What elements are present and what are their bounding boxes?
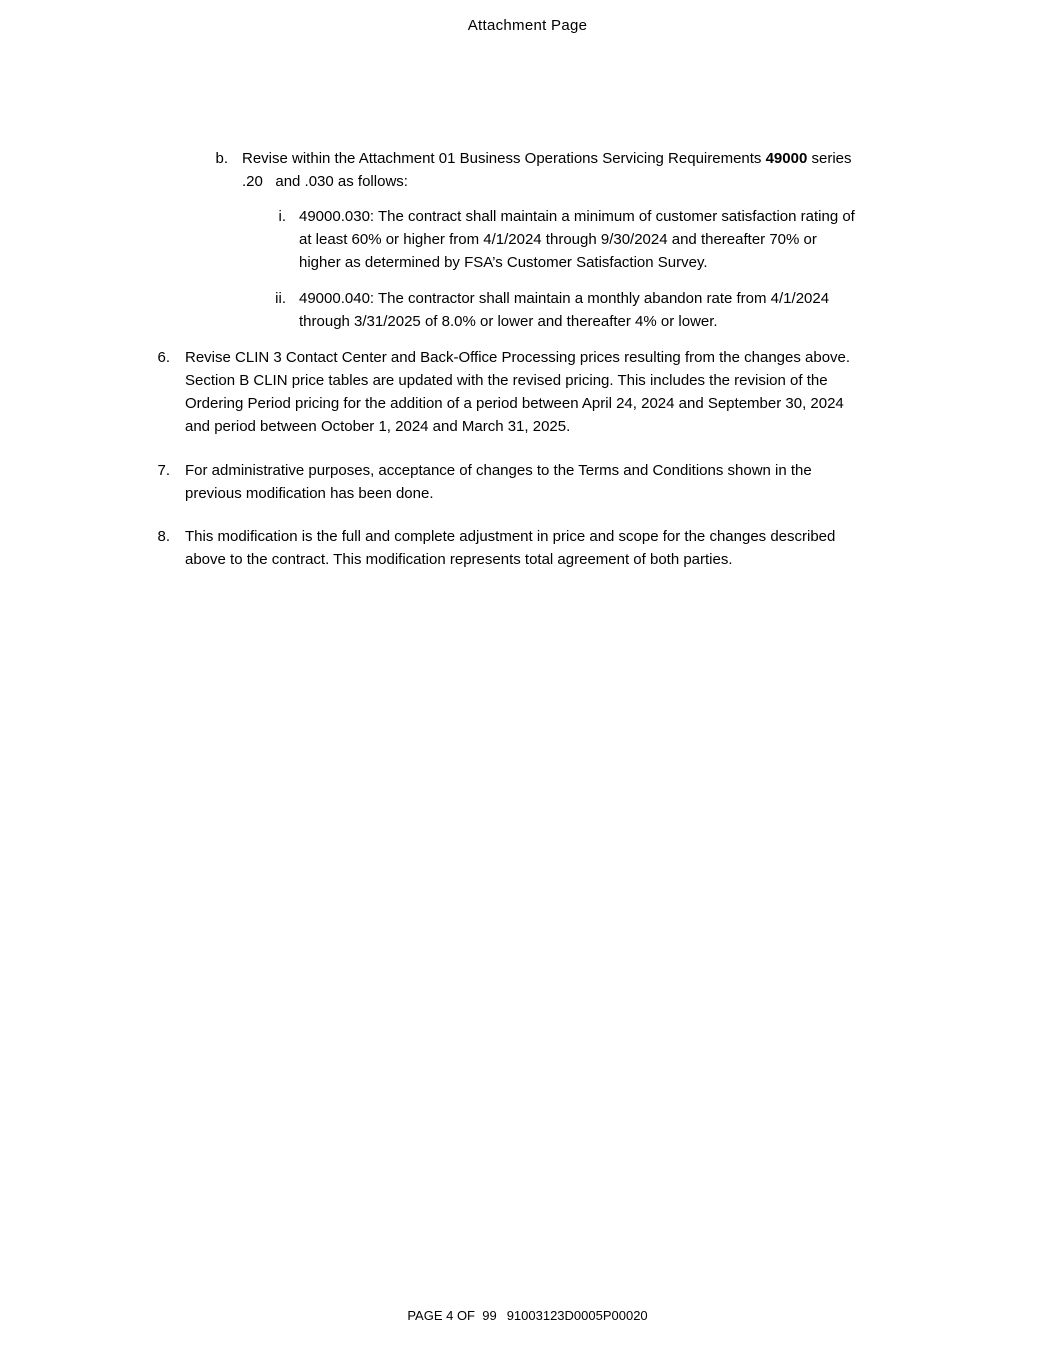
list-marker: 8. — [157, 528, 170, 545]
text-line: and period between October 1, 2024 and March 31, 2025. — [185, 418, 571, 435]
bold-series-number: 49000 — [765, 150, 808, 167]
page-header: Attachment Page — [467, 17, 588, 34]
sub-list-item-i — [0, 205, 1055, 275]
text-line: Ordering Period pricing for the addition of a period between April 24, 2024 and September 30, 2024 — [185, 395, 844, 412]
text-line: Section B CLIN price tables are updated with the revised pricing. This includes the revision of the — [185, 372, 828, 389]
numbered-item-8 — [0, 525, 1055, 571]
text-line: higher as determined by FSA’s Customer Satisfaction Survey. — [299, 254, 708, 271]
text-line: .20 and .030 as follows: — [242, 173, 408, 190]
text-line — [242, 147, 902, 170]
text-line: 49000.030: The contract shall maintain a minimum of customer satisfaction rating of — [299, 208, 855, 225]
list-marker: b. — [215, 150, 228, 167]
list-item-text — [185, 459, 945, 505]
list-item-text — [299, 205, 919, 274]
numbered-item-7 — [0, 459, 1055, 505]
text-line: through 3/31/2025 of 8.0% or lower and thereafter 4% or lower. — [299, 313, 718, 330]
list-marker: i. — [278, 208, 286, 225]
text-segment: series — [807, 150, 852, 167]
text-line: For administrative purposes, acceptance of changes to the Terms and Conditions shown in the — [185, 462, 812, 479]
numbered-item-6 — [0, 346, 1055, 438]
list-item-text — [299, 287, 919, 333]
sub-list-item-ii — [0, 287, 1055, 333]
list-marker: ii. — [275, 290, 286, 307]
text-line: above to the contract. This modification represents total agreement of both parties. — [185, 551, 733, 568]
list-marker: 6. — [157, 349, 170, 366]
text-segment: Revise within the Attachment 01 Business Operations Servicing Requirements — [242, 150, 766, 167]
list-item-text — [185, 525, 945, 571]
text-line: previous modification has been done. — [185, 485, 434, 502]
page-number: PAGE 4 OF 99 — [407, 1308, 497, 1323]
list-item-text — [185, 346, 945, 438]
list-marker: 7. — [157, 462, 170, 479]
list-item-text — [242, 147, 902, 193]
text-line: This modification is the full and complete adjustment in price and scope for the changes described — [185, 528, 836, 545]
list-item-b — [0, 147, 1055, 193]
text-line: 49000.040: The contractor shall maintain a monthly abandon rate from 4/1/2024 — [299, 290, 830, 307]
text-line: Revise CLIN 3 Contact Center and Back-Office Processing prices resulting from the changes above. — [185, 349, 851, 366]
text-line: at least 60% or higher from 4/1/2024 through 9/30/2024 and thereafter 70% or — [299, 231, 817, 248]
page-footer — [0, 1308, 1055, 1323]
document-number: 91003123D0005P00020 — [506, 1308, 648, 1323]
